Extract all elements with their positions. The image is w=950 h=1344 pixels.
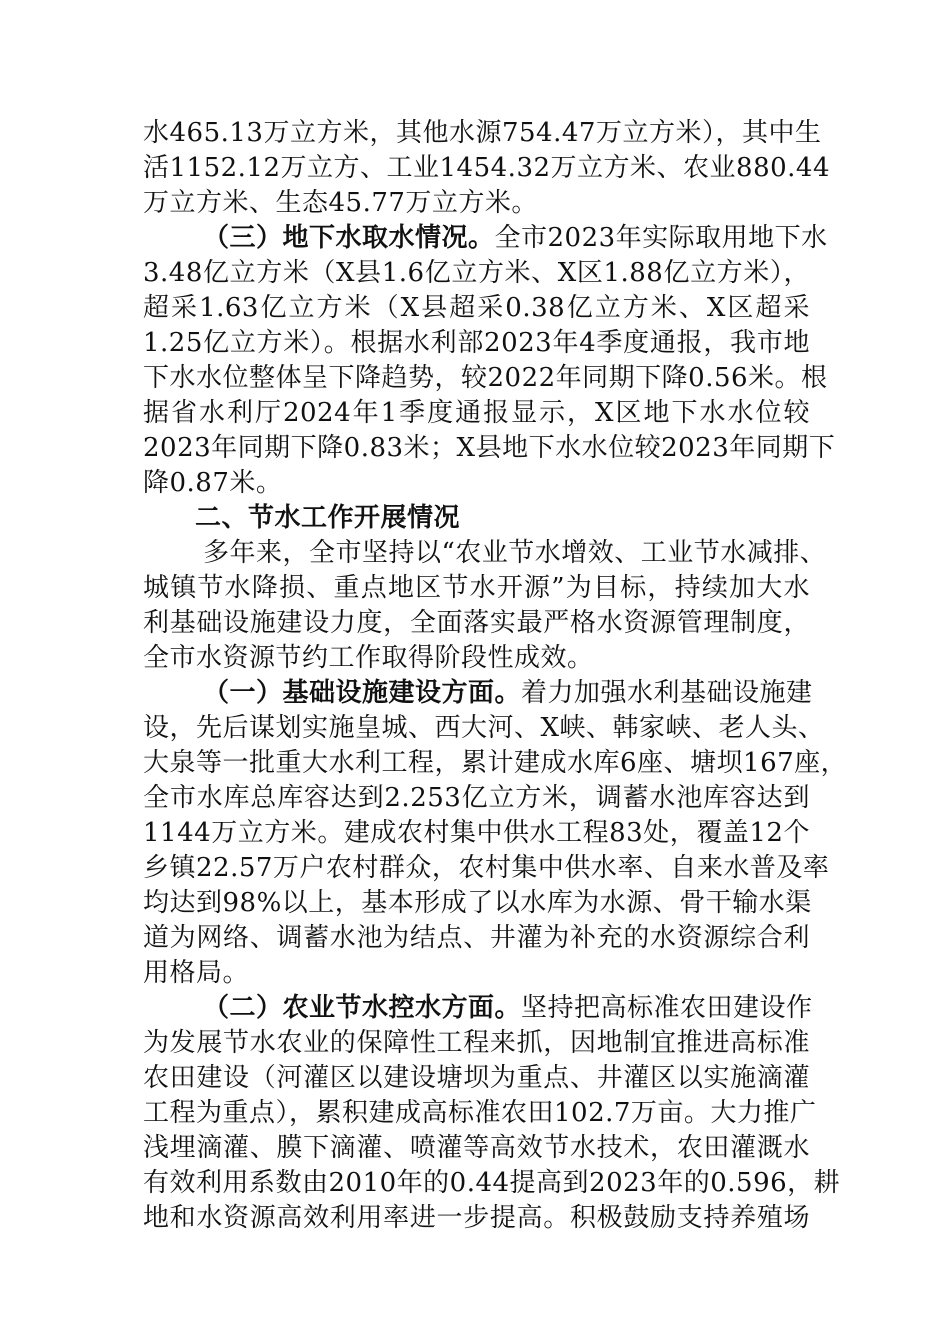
text-line: 为发展节水农业的保障性工程来抓，因地制宜推进高标准 bbox=[143, 1028, 810, 1058]
text-line: 均达到98%以上，基本形成了以水库为水源、骨干输水渠 bbox=[143, 888, 812, 918]
section-lead: （二）农业节水控水方面。 bbox=[203, 993, 522, 1023]
text-line: 多年来，全市坚持以“农业节水增效、工业节水减排、 bbox=[203, 538, 827, 568]
text-run: 坚持把高标准农田建设作 bbox=[521, 993, 813, 1023]
paragraph-groundwater bbox=[143, 221, 836, 501]
text-run: 着力加强水利基础设施建 bbox=[521, 678, 813, 708]
text-line: 城镇节水降损、重点地区节水开源”为目标，持续加大水 bbox=[143, 573, 810, 603]
text-line: 有效利用系数由2010年的0.44提高到2023年的0.596，耕 bbox=[143, 1168, 841, 1198]
text-line bbox=[143, 221, 828, 256]
text-line: 1.25亿立方米）。根据水利部2023年4季度通报，我市地 bbox=[143, 328, 810, 358]
text-line bbox=[143, 991, 813, 1026]
paragraph-water-usage bbox=[143, 116, 831, 221]
text-line: 水465.13万立方米，其他水源754.47万立方米），其中生 bbox=[143, 118, 822, 148]
text-line: 全市水库总库容达到2.253亿立方米，调蓄水池库容达到 bbox=[143, 783, 810, 813]
document-page bbox=[143, 116, 848, 1236]
text-line: 3.48亿立方米（X县1.6亿立方米、X区1.88亿立方米）， bbox=[143, 258, 810, 288]
paragraph-overview bbox=[143, 536, 827, 676]
paragraph-agriculture bbox=[143, 991, 841, 1236]
text-line: 道为网络、调蓄水池为结点、井灌为补充的水资源综合利 bbox=[143, 923, 810, 953]
text-line: 活1152.12万立方、工业1454.32万立方米、农业880.44 bbox=[143, 153, 831, 183]
text-line: 乡镇22.57万户农村群众，农村集中供水率、自来水普及率 bbox=[143, 853, 830, 883]
section-lead: （一）基础设施建设方面。 bbox=[203, 678, 522, 708]
text-line: 据省水利厅2024年1季度通报显示，X区地下水水位较 bbox=[143, 398, 810, 428]
text-line: 工程为重点），累积建成高标准农田102.7万亩。大力推广 bbox=[143, 1098, 817, 1128]
text-line: 设，先后谋划实施皇城、西大河、X峡、韩家峡、老人头、 bbox=[143, 713, 825, 743]
text-line: 地和水资源高效利用率进一步提高。积极鼓励支持养殖场 bbox=[143, 1203, 810, 1233]
text-line: 用格局。 bbox=[143, 958, 250, 988]
text-line: 利基础设施建设力度，全面落实最严格水资源管理制度， bbox=[143, 608, 810, 638]
text-line: 降0.87米。 bbox=[143, 468, 283, 498]
paragraph-infrastructure bbox=[143, 676, 848, 991]
text-line: 万立方米、生态45.77万立方米。 bbox=[143, 188, 538, 218]
section-heading: 二、节水工作开展情况 bbox=[195, 503, 461, 533]
section-lead: （三）地下水取水情况。 bbox=[203, 223, 495, 253]
text-line: 农田建设（河灌区以建设塘坝为重点、井灌区以实施滴灌 bbox=[143, 1063, 810, 1093]
text-line: 全市水资源节约工作取得阶段性成效。 bbox=[143, 643, 594, 673]
text-line: 浅埋滴灌、膜下滴灌、喷灌等高效节水技术，农田灌溉水 bbox=[143, 1133, 810, 1163]
text-run: 全市2023年实际取用地下水 bbox=[494, 223, 828, 253]
text-line bbox=[143, 676, 813, 711]
text-line: 超采1.63亿立方米（X县超采0.38亿立方米、X区超采 bbox=[143, 293, 810, 323]
text-line: 大泉等一批重大水利工程，累计建成水库6座、塘坝167座， bbox=[143, 748, 848, 778]
text-line: 下水水位整体呈下降趋势，较2022年同期下降0.56米。根 bbox=[143, 363, 828, 393]
text-line: 2023年同期下降0.83米；X县地下水水位较2023年同期下 bbox=[143, 433, 836, 463]
text-line: 1144万立方米。建成农村集中供水工程83处，覆盖12个 bbox=[143, 818, 810, 848]
